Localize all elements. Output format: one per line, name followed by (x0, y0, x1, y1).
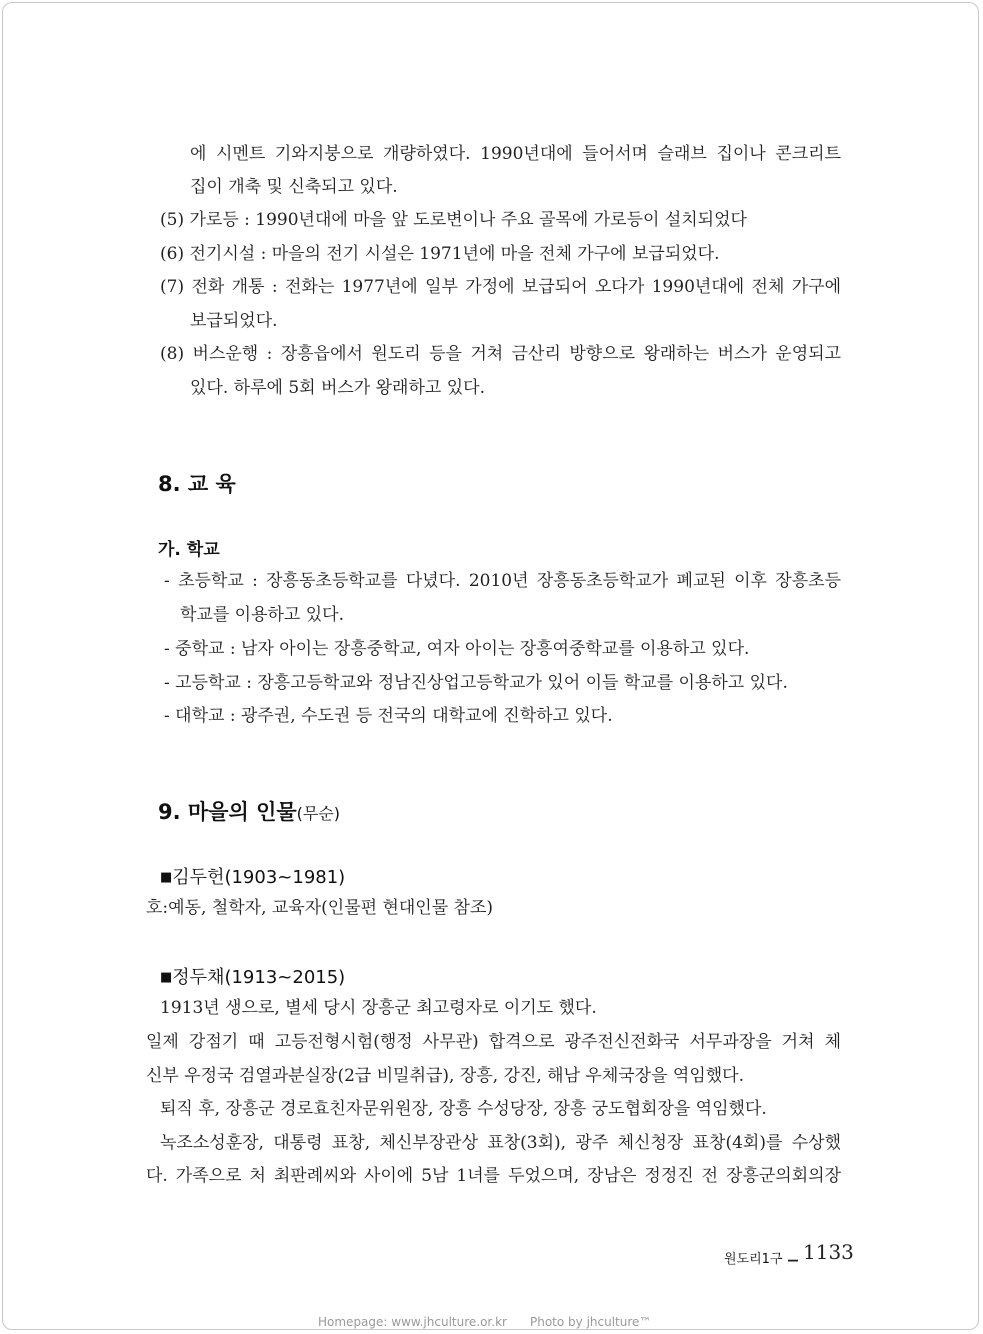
body-line: 집이 개축 및 신축되고 있다. (190, 177, 398, 197)
person-name: 김두헌(1903~1981) (172, 867, 346, 888)
person-detail: 다. 가족으로 처 최판례씨와 사이에 5남 1녀를 두었으며, 장남은 정정진 전 장흥군의회의장 (146, 1166, 841, 1186)
list-item-telephone: (7) 전화 개통 : 전화는 1977년에 일부 가정에 보급되어 오다가 1990년대에 전체 가구에 (160, 277, 841, 297)
person-detail: 1913년 생으로, 별세 당시 장흥군 최고령자로 이기도 했다. (160, 998, 597, 1018)
person-detail: 호:예동, 철학자, 교육자(인물편 현대인물 참조) (146, 898, 494, 918)
person-name: 정두채(1913~2015) (172, 967, 346, 988)
person-detail: 녹조소성훈장, 대통령 표창, 체신부장관상 표창(3회), 광주 체신청장 표창(4회)를 수상했 (160, 1133, 841, 1153)
list-item-streetlight: (5) 가로등 : 1990년대에 마을 앞 도로변이나 주요 골목에 가로등이 설치되었다 (160, 210, 747, 230)
body-line: 있다. 하루에 5회 버스가 왕래하고 있다. (190, 378, 485, 398)
square-bullet-icon: ■ (160, 970, 173, 985)
section-title-people (158, 796, 340, 826)
person-detail: 퇴직 후, 장흥군 경로효친자문위원장, 장흥 수성당장, 장흥 궁도협회장을 역임했다. (160, 1099, 767, 1119)
section-title-suffix: (무순) (296, 804, 341, 823)
footer-chapter-label: 원도리1구 (724, 1252, 783, 1267)
credit-homepage: Homepage: www.jhculture.or.kr (318, 1315, 507, 1329)
person-heading (160, 863, 345, 889)
subsection-title-school: 가. 학교 (158, 540, 220, 560)
person-heading (160, 963, 345, 989)
list-item-high: - 고등학교 : 장흥고등학교와 정남진상업고등학교가 있어 이들 학교를 이용하고 있다. (164, 673, 788, 693)
body-line: 학교를 이용하고 있다. (180, 605, 345, 625)
list-item-middle: - 중학교 : 남자 아이는 장흥중학교, 여자 아이는 장흥여중학교를 이용하고 있다. (164, 639, 750, 659)
page-number: 1133 (803, 1240, 854, 1264)
credit-photo: Photo by jhculture™ (530, 1315, 652, 1329)
person-detail: 일제 강점기 때 고등전형시험(행정 사무관) 합격으로 광주전신전화국 서무과장을 거쳐 체 (146, 1032, 841, 1052)
square-bullet-icon: ■ (160, 870, 173, 885)
footer-separator: _ (788, 1238, 798, 1262)
list-item-university: - 대학교 : 광주권, 수도권 등 전국의 대학교에 진학하고 있다. (164, 706, 613, 726)
list-item-electricity: (6) 전기시설 : 마을의 전기 시설은 1971년에 마을 전체 가구에 보급되었다. (160, 244, 720, 264)
body-line: 보급되었다. (190, 311, 278, 331)
list-item-bus: (8) 버스운행 : 장흥읍에서 원도리 등을 거쳐 금산리 방향으로 왕래하는 버스가 운영되고 (160, 344, 841, 364)
person-detail: 신부 우정국 검열과분실장(2급 비밀취급), 장흥, 강진, 해남 우체국장을 역임했다. (146, 1066, 745, 1086)
body-line: 에 시멘트 기와지붕으로 개량하였다. 1990년대에 들어서며 슬래브 집이나 콘크리트 (190, 144, 841, 164)
section-title-text: 9. 마을의 인물 (158, 800, 297, 824)
list-item-elementary: - 초등학교 : 장흥동초등학교를 다녔다. 2010년 장흥동초등학교가 폐교된 이후 장흥초등 (164, 571, 841, 591)
section-title-education: 8. 교 육 (158, 472, 236, 496)
